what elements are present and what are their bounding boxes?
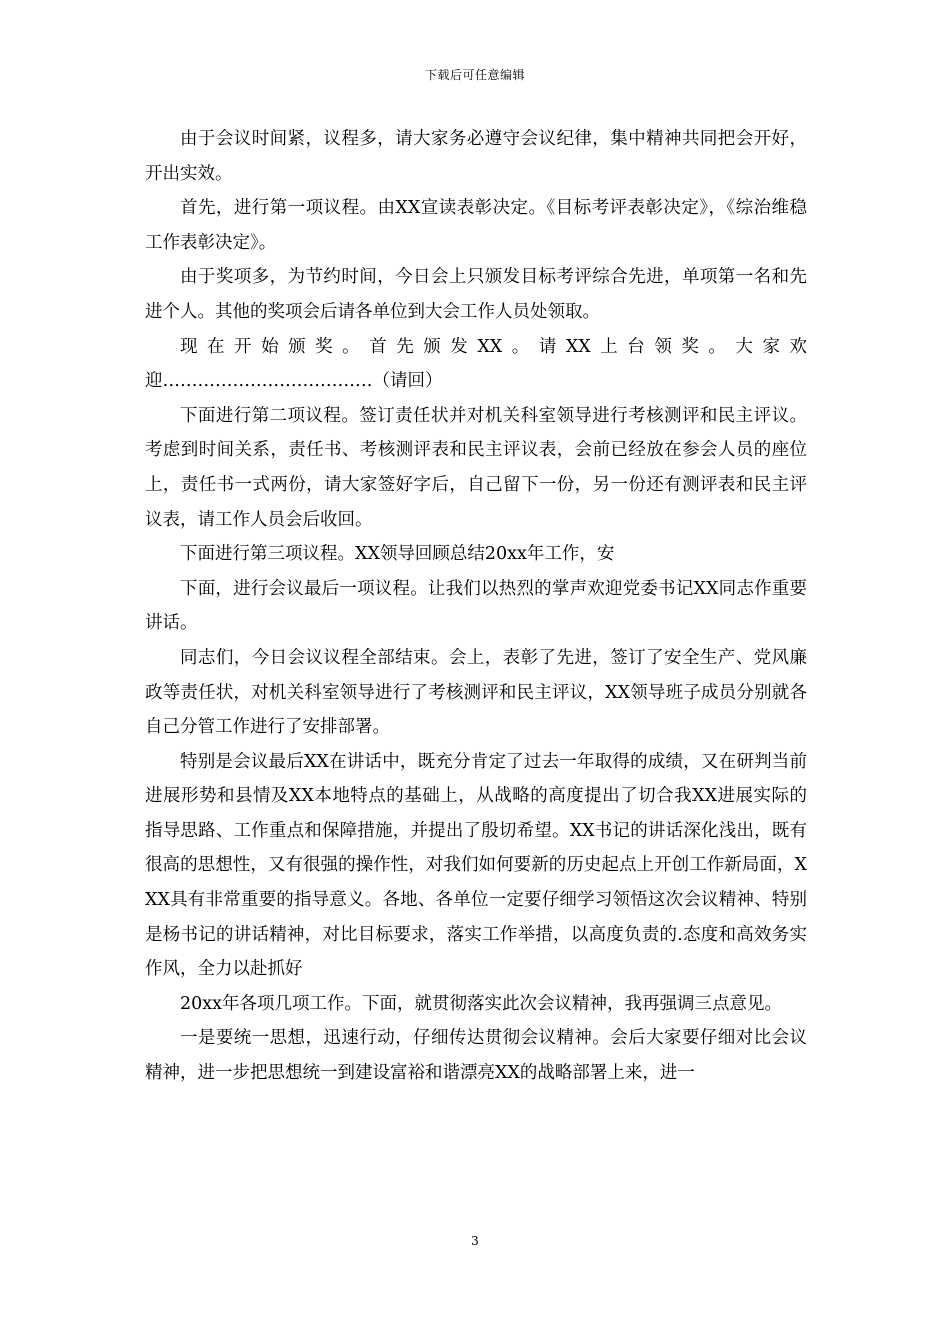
paragraph: 下面进行第二项议程。签订责任状并对机关科室领导进行考核测评和民主评议。考虑到时间关系，责任书、考核测评表和民主评议表，会前已经放在参会人员的座位上，责任书一式两份，请大家签好字后，自己留下一份，另一份还有测评表和民主评议表，请工作人员会后收回。	[145, 405, 807, 530]
page-header: 下载后可任意编辑	[424, 68, 525, 82]
paragraph: 由于会议时间紧，议程多，请大家务必遵守会议纪律，集中精神共同把会开好，开出实效。	[145, 129, 807, 184]
paragraph: 首先，进行第一项议程。由XX宣读表彰决定。《目标考评表彰决定》，《综治维稳工作表彰决定》。	[145, 198, 807, 253]
paragraph: 现在开始颁奖。首先颁发XX。请XX上台领奖。大家欢迎………………………………（请回）	[145, 336, 807, 392]
paragraph: 下面，进行会议最后一项议程。让我们以热烈的掌声欢迎党委书记XX同志作重要讲话。	[145, 578, 807, 634]
paragraph: 一是要统一思想，迅速行动，仔细传达贯彻会议精神。会后大家要仔细对比会议精神，进一步把思想统一到建设富裕和谐漂亮XX的战略部署上来，进一	[145, 1028, 807, 1084]
document-body	[145, 122, 807, 1091]
paragraph: 下面进行第三项议程。XX领导回顾总结20xx年工作，安	[180, 544, 615, 565]
paragraph: 特别是会议最后XX在讲话中，既充分肯定了过去一年取得的成绩，又在研判当前进展形势和县情及XX本地特点的基础上，从战略的高度提出了切合我XX进展实际的指导思路、工作重点和保障措施，并提出了殷切希望。XX书记的讲话深化浅出，既有很高的思想性，又有很强的操作性，对我们如何要新的历史起点上开创工作新局面，XXX具有非常重要的指导意义。各地、各单位一定要仔细学习领悟这次会议精神、特别是杨书记的讲话精神，对比目标要求，落实工作举措，以高度负责的.态度和高效务实作风，全力以赴抓好	[145, 751, 807, 980]
paragraph: 由于奖项多，为节约时间，今日会上只颁发目标考评综合先进，单项第一名和先进个人。其他的奖项会后请各单位到大会工作人员处领取。	[145, 267, 807, 322]
paragraph: 20xx年各项几项工作。下面，就贯彻落实此次会议精神，我再强调三点意见。	[180, 993, 783, 1014]
page-number: 3	[471, 1234, 479, 1248]
paragraph: 同志们，今日会议议程全部结束。会上，表彰了先进，签订了安全生产、党风廉政等责任状，对机关科室领导进行了考核测评和民主评议，XX领导班子成员分别就各自己分管工作进行了安排部署。	[145, 647, 807, 738]
